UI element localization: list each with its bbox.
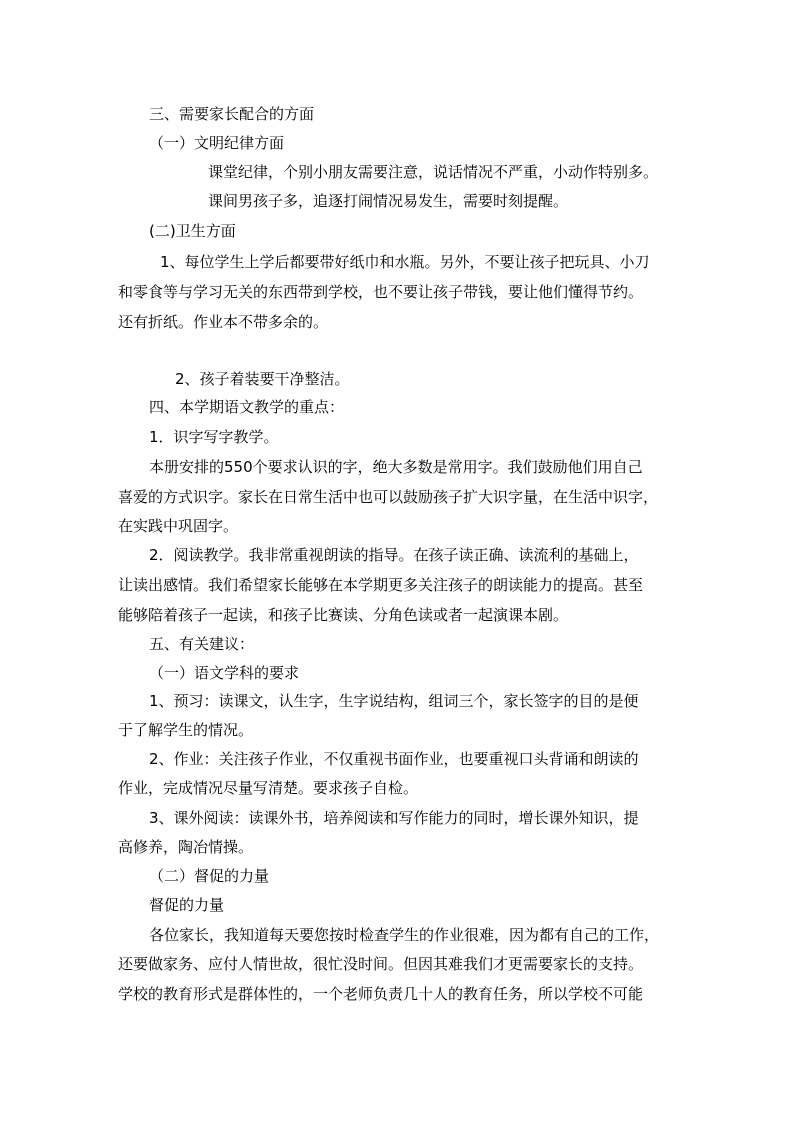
hygiene-p2: 2、孩子着装要干净整洁。 <box>175 370 350 388</box>
hygiene-p1-line-1: 1、每位学生上学后都要带好纸巾和水瓶。另外，不要让孩子把玩具、小刀 <box>160 253 650 271</box>
section-3-sub1-heading: （一）文明纪律方面 <box>149 134 285 152</box>
section-4-heading: 四、本学期语文教学的重点： <box>149 398 345 416</box>
hygiene-p1-line-3: 还有折纸。作业本不带多余的。 <box>118 313 329 331</box>
reading-line-2: 让读出感情。我们希望家长能够在本学期更多关注孩子的朗读能力的提高。甚至 <box>118 576 644 594</box>
supervision-line-3: 学校的教育形式是群体性的，一个老师负责几十人的教育任务，所以学校不可能 <box>118 985 644 1003</box>
literacy-line-1: 本册安排的550个要求认识的字，绝大多数是常用字。我们鼓励他们用自己 <box>149 458 643 476</box>
hygiene-p1-line-2: 和零食等与学习无关的东西带到学校，也不要让孩子带钱，要让他们懂得节约。 <box>118 283 644 301</box>
reading-extra-line-1: 3、课外阅读：读课外书，培养阅读和写作能力的同时，增长课外知识，提 <box>149 809 639 827</box>
literacy-line-2: 喜爱的方式识字。家长在日常生活中也可以鼓励孩子扩大识字量，在生活中识字， <box>118 488 659 506</box>
reading-extra-line-2: 高修养，陶冶情操。 <box>118 838 254 856</box>
section-5-sub1-heading: （一）语文学科的要求 <box>149 664 300 682</box>
section-3-sub2-heading: (二)卫生方面 <box>149 222 236 240</box>
supervision-title: 督促的力量 <box>149 896 225 914</box>
reading-line-3: 能够陪着孩子一起读，和孩子比赛读、分角色读或者一起演课本剧。 <box>118 606 569 624</box>
supervision-line-2: 还要做家务、应付人情世故，很忙没时间。但因其难我们才更需要家长的支持。 <box>118 955 644 973</box>
section-3-heading: 三、需要家长配合的方面 <box>149 105 315 123</box>
preview-line-2: 于了解学生的情况。 <box>118 721 254 739</box>
supervision-line-1: 各位家长，我知道每天要您按时检查学生的作业很难，因为都有自己的工作， <box>149 926 660 944</box>
literacy-heading: 1．识字写字教学。 <box>149 428 279 446</box>
section-5-sub2-heading: （二）督促的力量 <box>149 867 270 885</box>
homework-line-2: 作业，完成情况尽量写清楚。要求孩子自检。 <box>118 779 419 797</box>
discipline-line-1: 课堂纪律，个别小朋友需要注意，说话情况不严重，小动作特别多。 <box>208 163 659 181</box>
preview-line-1: 1、预习：读课文，认生字，生字说结构，组词三个，家长签字的目的是便 <box>149 692 639 710</box>
reading-line-1: 2．阅读教学。我非常重视朗读的指导。在孩子读正确、读流利的基础上， <box>149 546 639 564</box>
section-5-heading: 五、有关建议： <box>149 635 255 653</box>
literacy-line-3: 在实践中巩固字。 <box>118 517 239 535</box>
discipline-line-2: 课间男孩子多，追逐打闹情况易发生，需要时刻提醒。 <box>208 192 569 210</box>
homework-line-1: 2、作业：关注孩子作业，不仅重视书面作业，也要重视口头背诵和朗读的 <box>149 750 639 768</box>
